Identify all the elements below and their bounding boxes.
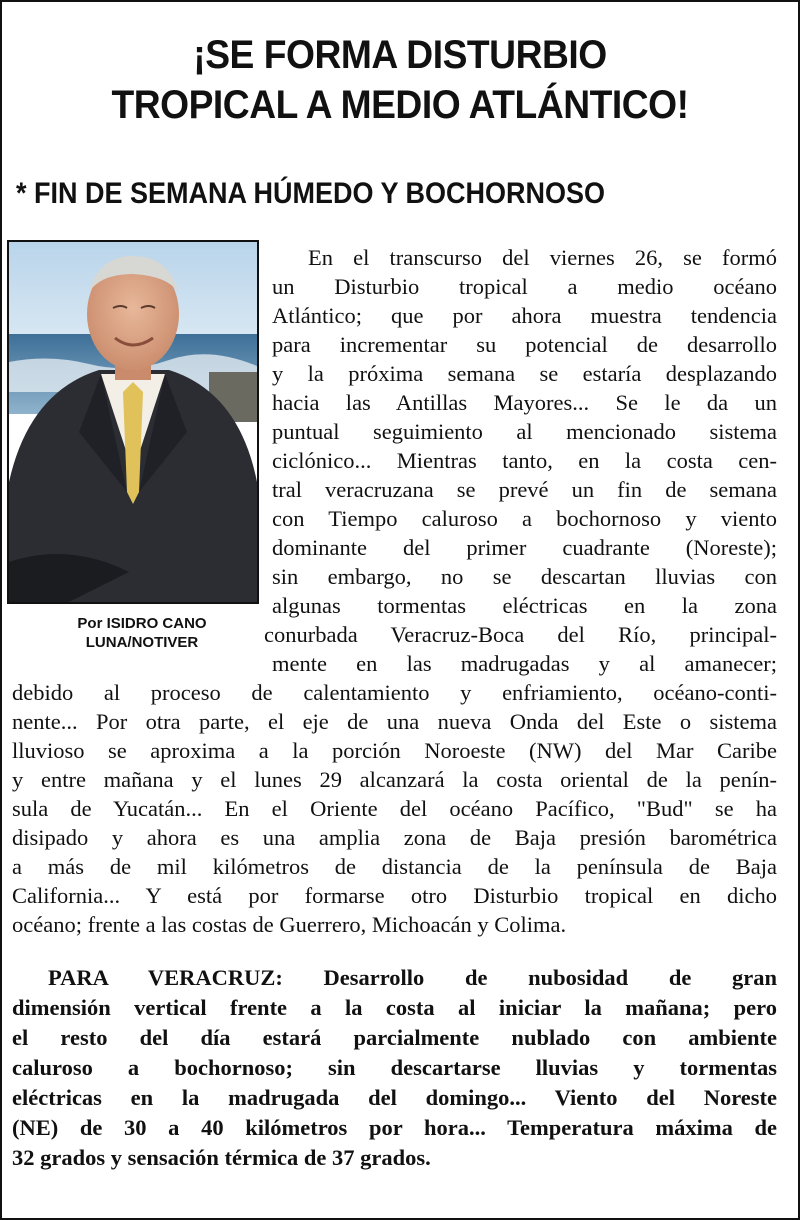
body-line: debido al proceso de calentamiento y enfriamiento, océano-conti- (12, 680, 777, 705)
body-line: y la próxima semana se estaría desplazando (272, 361, 777, 386)
body-line: a más de mil kilómetros de distancia de la península de Baja (12, 854, 777, 879)
body-line: sula de Yucatán... En el Oriente del océano Pacífico, "Bud" se ha (12, 796, 777, 821)
forecast-line: eléctricas en la madrugada del domingo... Viento del Noreste (12, 1085, 777, 1110)
forecast-line: PARA VERACRUZ: Desarrollo de nubosidad de gran (48, 965, 777, 990)
body-line: hacia las Antillas Mayores... Se le da un (272, 390, 777, 415)
body-line: y entre mañana y el lunes 29 alcanzará la costa oriental de la penín- (12, 767, 777, 792)
body-line: Atlántico; que por ahora muestra tendencia (272, 303, 777, 328)
body-line: ciclónico... Mientras tanto, en la costa cen- (272, 448, 777, 473)
body-line: nente... Por otra parte, el eje de una nueva Onda del Este o sistema (12, 709, 777, 734)
body-line: océano; frente a las costas de Guerrero, Michoacán y Colima. (12, 912, 567, 937)
subheadline: * FIN DE SEMANA HÚMEDO Y BOCHORNOSO (16, 177, 606, 210)
body-line: conurbada Veracruz-Boca del Río, principal- (264, 622, 777, 647)
body-line: mente en las madrugadas y al amanecer; (272, 651, 777, 676)
body-line: disipado y ahora es una amplia zona de Baja presión barométrica (12, 825, 777, 850)
forecast-line: dimensión vertical frente a la costa al iniciar la mañana; pero (12, 995, 777, 1020)
forecast-line: el resto del día estará parcialmente nublado con ambiente (12, 1025, 777, 1050)
forecast-line: 32 grados y sensación térmica de 37 grados. (12, 1145, 431, 1170)
body-line: lluvioso se aproxima a la porción Noroeste (NW) del Mar Caribe (12, 738, 777, 763)
byline (42, 614, 242, 652)
body-line: dominante del primer cuadrante (Noreste); (272, 535, 777, 560)
headline (2, 30, 798, 130)
body-line: California... Y está por formarse otro Disturbio tropical en dicho (12, 883, 777, 908)
body-line: En el transcurso del viernes 26, se formó (308, 245, 777, 270)
body-line: tral veracruzana se prevé un fin de semana (272, 477, 777, 502)
forecast-line: caluroso a bochornoso; sin descartarse lluvias y tormentas (12, 1055, 777, 1080)
body-line: con Tiempo caluroso a bochornoso y viento (272, 506, 777, 531)
headline-line-1: ¡SE FORMA DISTURBIO (193, 33, 607, 77)
body-line: algunas tormentas eléctricas en la zona (272, 593, 777, 618)
body-line: para incrementar su potencial de desarrollo (272, 332, 777, 357)
body-line: puntual seguimiento al mencionado sistema (272, 419, 777, 444)
byline-line-2: LUNA/NOTIVER (85, 634, 199, 651)
forecast-line: (NE) de 30 a 40 kilómetros por hora... Temperatura máxima de (12, 1115, 777, 1140)
headline-line-2: TROPICAL A MEDIO ATLÁNTICO! (111, 83, 689, 127)
author-photo (7, 240, 259, 604)
body-line: sin embargo, no se descartan lluvias con (272, 564, 777, 589)
byline-line-1: Por ISIDRO CANO (77, 615, 207, 632)
body-line: un Disturbio tropical a medio océano (272, 274, 777, 299)
